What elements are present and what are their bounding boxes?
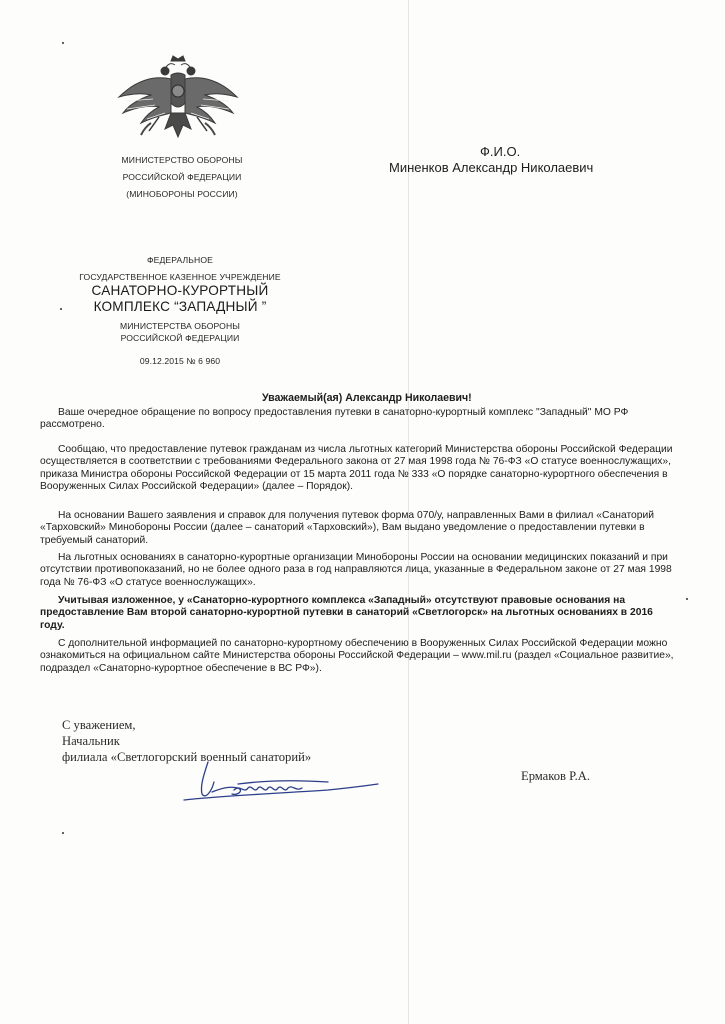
- paragraph-3-text: На основании Вашего заявления и справок для получения путевок форма 070/у, направленных Вами в филиал «Санаторий «Тарховский» Минобороны России (далее – санаторий «Тарховский»), Вам выдано уведомление о предоставлении путевки в требуемый санаторий.: [40, 510, 655, 546]
- institution-name-line-2: КОМПЛЕКС “ЗАПАДНЫЙ ”: [93, 299, 267, 314]
- closing-line-1: С уважением,: [62, 718, 136, 732]
- scan-speck: [60, 308, 62, 310]
- paragraph-6-text: С дополнительной информацией по санаторно-курортному обеспечению в Вооруженных Силах Российской Федерации можно ознакомиться на официальном сайте Министерства обороны Российской Федерации – www.mil.ru (раздел «Социальное развитие», подраздел «Санаторно-курортное обеспечение в ВС РФ»).: [40, 638, 674, 674]
- institution-name: [50, 283, 310, 315]
- closing-line-2: Начальник: [62, 734, 120, 748]
- institution-line-2: ГОСУДАРСТВЕННОЕ КАЗЕННОЕ УЧРЕЖДЕНИЕ: [79, 272, 281, 282]
- paragraph-5: [40, 595, 680, 632]
- recipient-label: Ф.И.О.: [480, 144, 521, 159]
- scan-speck: [62, 42, 64, 44]
- institution-tail-line-2: РОССИЙСКОЙ ФЕДЕРАЦИИ: [120, 333, 240, 343]
- institution-line-1: ФЕДЕРАЛЬНОЕ: [147, 255, 213, 265]
- recipient-name: Миненков Александр Николаевич: [389, 160, 594, 175]
- date-number: 09.12.2015 № 6 960: [139, 356, 221, 366]
- signer-name: Ермаков Р.А.: [521, 769, 590, 783]
- scan-speck: [62, 832, 64, 834]
- greeting: Уважаемый(ая) Александр Николаевич!: [262, 392, 472, 404]
- institution-name-line-1: САНАТОРНО-КУРОРТНЫЙ: [91, 283, 269, 298]
- institution-tail-line-1: МИНИСТЕРСТВА ОБОРОНЫ: [120, 321, 240, 331]
- paragraph-5-text: Учитывая изложенное, у «Санаторно-курортного комплекса «Западный» отсутствуют правовые основания на предоставление Вам второй санаторно-курортной путевки в санаторий «Светлогорск» на льготных основаниях в 2016 году.: [40, 595, 653, 631]
- double-headed-eagle-emblem: [113, 55, 243, 145]
- ministry-line-2: РОССИЙСКОЙ ФЕДЕРАЦИИ: [122, 172, 242, 182]
- scan-speck: [686, 598, 688, 600]
- closing-line-3: филиала «Светлогорский военный санаторий»: [62, 750, 312, 764]
- ministry-block: [102, 152, 262, 203]
- paragraph-1: [40, 407, 680, 432]
- paragraph-2: [40, 444, 680, 494]
- paragraph-6: [40, 638, 680, 675]
- paragraph-4: [40, 552, 680, 589]
- closing-block: [62, 717, 311, 765]
- institution-tail-block: [50, 320, 310, 344]
- paragraph-3: [40, 510, 680, 547]
- paragraph-1-text: Ваше очередное обращение по вопросу предоставления путевки в санаторно-курортный комплекс "Западный" МО РФ рассмотрено.: [40, 407, 629, 431]
- paragraph-2-text: Сообщаю, что предоставление путевок гражданам из числа льготных категорий Министерства обороны Российской Федерации осуществляется в соответствии с требованиями Федерального закона от 27 мая 1998 года № 76-ФЗ «О статусе военнослужащих», приказа Министра обороны Российской Федерации от 15 марта 2011 года № 333 «О порядке санаторно-курортного обеспечения в Вооруженных Силах Российской Федерации» (далее – Порядок).: [40, 444, 673, 493]
- handwritten-signature: [178, 760, 388, 820]
- paragraph-4-text: На льготных основаниях в санаторно-курортные организации Минобороны России на основании медицинских показаний и при отсутствии противопоказаний, но не более одного раза в год направляются лица, указанные в Федеральном законе от 27 мая 1998 года № 76-ФЗ «О статусе военнослужащих».: [40, 552, 672, 588]
- institution-small-block: [50, 252, 310, 286]
- ministry-line-1: МИНИСТЕРСТВО ОБОРОНЫ: [121, 155, 243, 165]
- ministry-line-3: (МИНОБОРОНЫ РОССИИ): [126, 189, 238, 199]
